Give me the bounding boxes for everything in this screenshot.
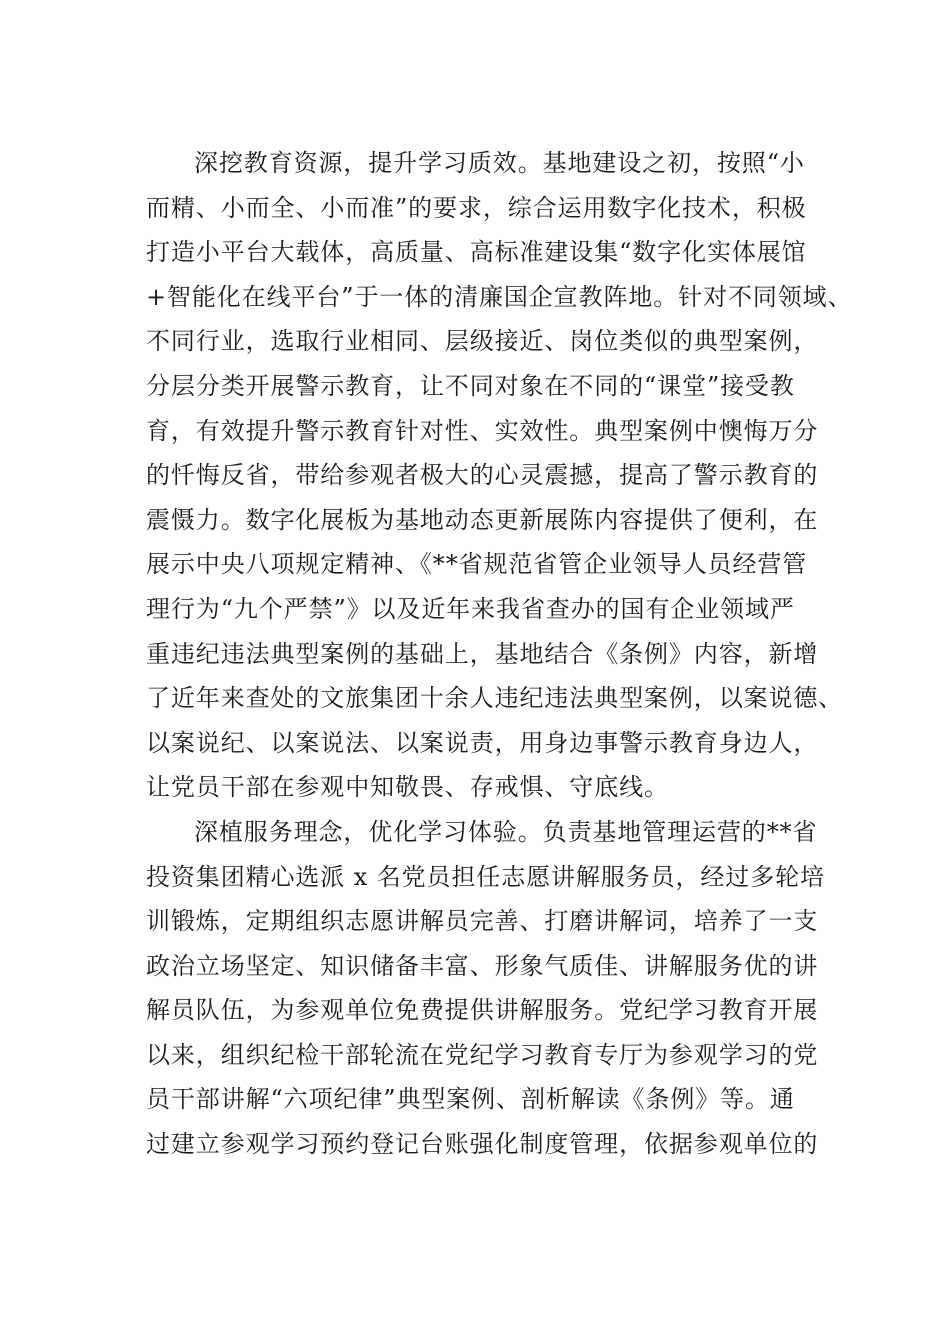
paragraph-line: 育，有效提升警示教育针对性、实效性。典型案例中懊悔万分 [146, 416, 819, 445]
document-body [146, 141, 866, 1167]
paragraph-line: 投资集团精心选派 x 名党员担任志愿讲解服务员，经过多轮培 [146, 862, 825, 891]
paragraph-line: 理行为“九个严禁”》以及近年来我省查办的国有企业领域严 [146, 594, 795, 623]
paragraph-line: 重违纪违法典型案例的基础上，基地结合《条例》内容，新增 [146, 639, 819, 668]
paragraph-line: +智能化在线平台”于一体的清廉国企宣教阵地。针对不同领域、 [146, 282, 853, 311]
paragraph-line: 以来，组织纪检干部轮流在党纪学习教育专厅为参观学习的党 [146, 1040, 819, 1069]
paragraph-line: 解员队伍，为参观单位免费提供讲解服务。党纪学习教育开展 [146, 996, 819, 1025]
paragraph-line: 而精、小而全、小而准”的要求，综合运用数字化技术，积极 [146, 193, 807, 222]
paragraph-education-resources [146, 141, 866, 810]
paragraph-line: 分层分类开展警示教育，让不同对象在不同的“课堂”接受教 [146, 371, 795, 400]
paragraph-line: 过建立参观学习预约登记台账强化制度管理，依据参观单位的 [146, 1130, 819, 1159]
paragraph-service-concept [146, 810, 866, 1167]
paragraph-line: 深挖教育资源，提升学习质效。基地建设之初，按照“小 [194, 149, 805, 177]
paragraph-line: 政治立场坚定、知识储备丰富、形象气质佳、讲解服务优的讲 [146, 951, 819, 980]
paragraph-line: 震慑力。数字化展板为基地动态更新展陈内容提供了便利，在 [146, 505, 819, 534]
paragraph-line: 展示中央八项规定精神、《**省规范省管企业领导人员经营管 [146, 550, 808, 579]
paragraph-line: 了近年来查处的文旅集团十余人违纪违法典型案例，以案说德、 [146, 684, 844, 713]
paragraph-line: 让党员干部在参观中知敬畏、存戒惧、守底线。 [146, 773, 669, 802]
paragraph-line: 以案说纪、以案说法、以案说责，用身边事警示教育身边人， [146, 728, 819, 757]
paragraph-line: 不同行业，选取行业相同、层级接近、岗位类似的典型案例， [146, 327, 819, 356]
paragraph-line: 员干部讲解“六项纪律”典型案例、剖析解读《条例》等。通 [146, 1085, 795, 1114]
paragraph-line: 的忏悔反省，带给参观者极大的心灵震撼，提高了警示教育的 [146, 461, 819, 490]
paragraph-line: 打造小平台大载体，高质量、高标准建设集“数字化实体展馆 [146, 238, 807, 267]
paragraph-line: 深植服务理念，优化学习体验。负责基地管理运营的**省 [194, 817, 818, 846]
paragraph-line: 训锻炼，定期组织志愿讲解员完善、打磨讲解词，培养了一支 [146, 907, 819, 936]
